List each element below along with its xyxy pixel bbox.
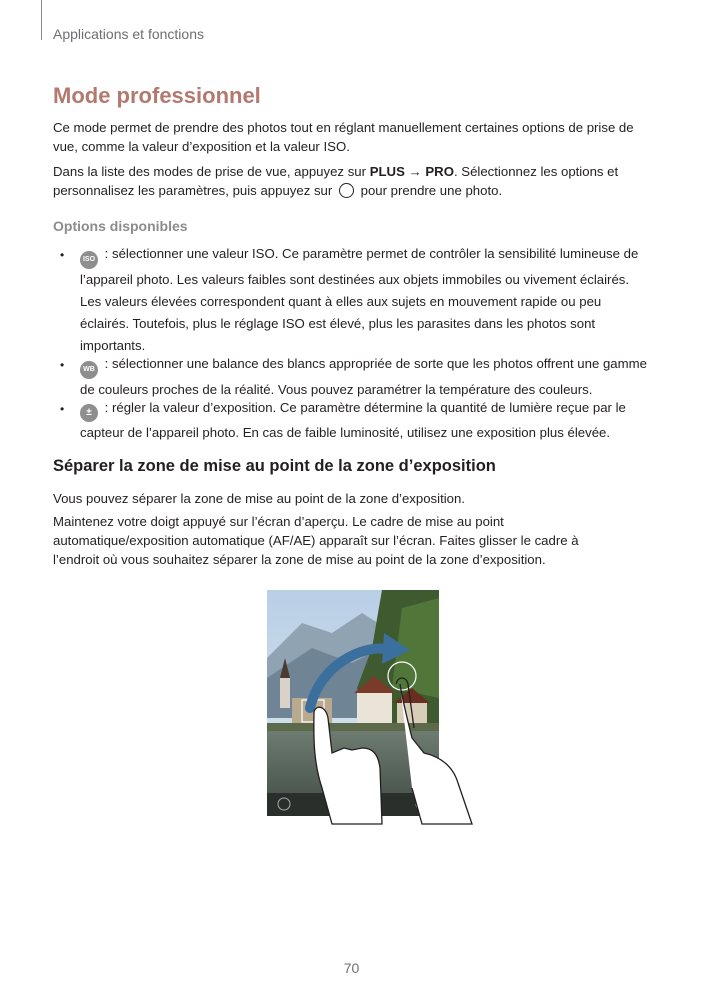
options-heading: Options disponibles	[53, 218, 188, 234]
intro-paragraph-2: Dans la liste des modes de prise de vue, appuyez sur PLUS → PRO. Sélectionnez les options et personnalisez les paramètres, puis appuyez sur pour prendre une photo.	[53, 164, 619, 198]
pro-label: PRO	[425, 164, 454, 179]
plus-label: PLUS	[369, 164, 405, 179]
focus-paragraph-2: Maintenez votre doigt appuyé sur l’écran d’aperçu. Le cadre de mise au point automatique/exposition automatique (AF/AE) apparaît sur l’écran. Faites glisser le cadre à l’endroit où vous souhaitez séparer la zone de mise au point de la zone d’exposition.	[53, 514, 579, 567]
wb-icon: WB	[80, 361, 98, 379]
bullet-icon: •	[60, 248, 65, 262]
iso-icon: ISO	[80, 251, 98, 269]
page-title: Mode professionnel	[53, 83, 261, 108]
exposure-icon: ±	[80, 404, 98, 422]
focus-paragraph-1: Vous pouvez séparer la zone de mise au point de la zone d’exposition.	[53, 491, 466, 506]
option-wb: WB : sélectionner une balance des blancs appropriée de sorte que les photos offrent une gamme de couleurs proches de la réalité. Vous pouvez paramétrer la température des couleurs.	[80, 356, 647, 397]
section-header: Applications et fonctions	[53, 26, 204, 42]
bullet-icon: •	[60, 402, 65, 416]
bullet-icon: •	[60, 358, 65, 372]
page-number: 70	[343, 960, 360, 976]
camera-preview-illustration	[262, 588, 492, 828]
intro-paragraph-1: Ce mode permet de prendre des photos tout en réglant manuellement certaines options de prise de vue, comme la valeur d’exposition et la valeur ISO.	[53, 120, 634, 154]
shutter-icon	[339, 183, 354, 198]
focus-heading: Séparer la zone de mise au point de la zone d’exposition	[53, 457, 496, 475]
header-divider	[41, 0, 42, 40]
option-exposure: ± : régler la valeur d’exposition. Ce paramètre détermine la quantité de lumière reçue par le capteur de l’appareil photo. En cas de faible luminosité, utilisez une exposition plus élevée.	[80, 400, 626, 440]
option-iso: ISO : sélectionner une valeur ISO. Ce paramètre permet de contrôler la sensibilité lumineuse de l’appareil photo. Les valeurs faibles sont destinées aux objets immobiles ou vivement éclairés. Les valeurs élevées correspondent quant à elles aux sujets en mouvement rapide ou peu éclairés. Toutefois, plus le réglage ISO est élevé, plus les parasites dans les photos sont importants.	[80, 246, 639, 353]
preview-svg	[262, 588, 492, 828]
